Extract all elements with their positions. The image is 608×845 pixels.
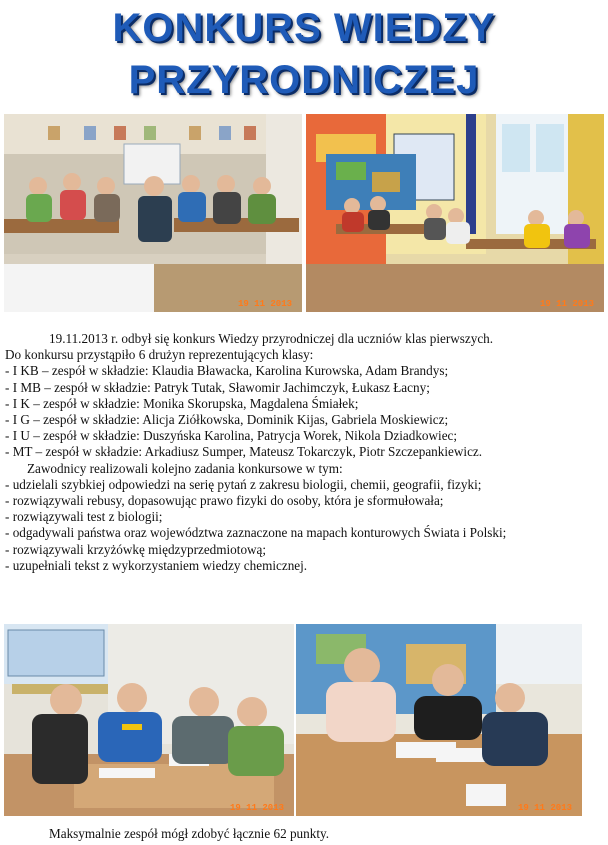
team-line: - I K – zespół w składzie: Monika Skorupska, Magdalena Śmiałek; [5,395,359,411]
photo-bottom-left [4,624,294,816]
classroom-photo-4 [296,624,582,816]
photo-date-stamp: 19 11 2013 [517,803,572,813]
intro-line-2: Do konkursu przystąpiło 6 drużyn reprezentujących klasy: [5,347,314,363]
photo-date-stamp: 19 11 2013 [237,299,292,309]
title-line-2: PRZYRODNICZEJ [128,58,480,102]
photo-date-stamp: 19 11 2013 [229,803,284,813]
photo-date-stamp: 19 11 2013 [539,299,594,309]
team-line: - I MB – zespół w składzie: Patryk Tutak, Sławomir Jachimczyk, Łukasz Łacny; [5,379,430,395]
task-line: - odgadywali państwa oraz województwa zaznaczone na mapach konturowych Świata i Polski; [5,525,507,541]
footer-note: Maksymalnie zespół mógł zdobyć łącznie 62 punkty. [49,826,330,841]
task-line: - rozwiązywali krzyżówkę międzyprzedmiotową; [5,541,267,557]
photo-top-right [306,114,604,312]
photo-bottom-right [296,624,582,816]
title-line-1: KONKURS WIEDZY [112,6,496,50]
team-line: - I KB – zespół w składzie: Klaudia Bławacka, Karolina Kurowska, Adam Brandys; [5,363,449,379]
classroom-photo-2 [306,114,604,312]
task-line: - rozwiązywali test z biologii; [5,509,163,525]
classroom-photo-1 [4,114,302,312]
classroom-photo-3 [4,624,294,816]
article-body [5,331,605,574]
task-line: - rozwiązywali rebusy, dopasowując prawo fizyki do osoby, która je sformułowała; [5,493,444,509]
task-line: - udzielali szybkiej odpowiedzi na serię pytań z zakresu biologii, chemii, geografii, fizyki; [5,476,482,492]
intro-line-1: 19.11.2013 r. odbył się konkurs Wiedzy przyrodniczej dla uczniów klas pierwszych. [49,331,494,346]
team-line: - I G – zespół w składzie: Alicja Ziółkowska, Dominik Kijas, Gabriela Moskiewicz; [5,412,449,428]
task-line: - uzupełniali tekst z wykorzystaniem wiedzy chemicznej. [5,557,308,573]
team-line: - I U – zespół w składzie: Duszyńska Karolina, Patrycja Worek, Nikola Dziadkowiec; [5,428,458,444]
team-line: - MT – zespół w składzie: Arkadiusz Sumper, Mateusz Tokarczyk, Piotr Szczepankiewicz. [5,444,483,460]
photo-top-left [4,114,302,312]
tasks-intro: Zawodnicy realizowali kolejno zadania konkursowe w tym: [27,460,343,476]
